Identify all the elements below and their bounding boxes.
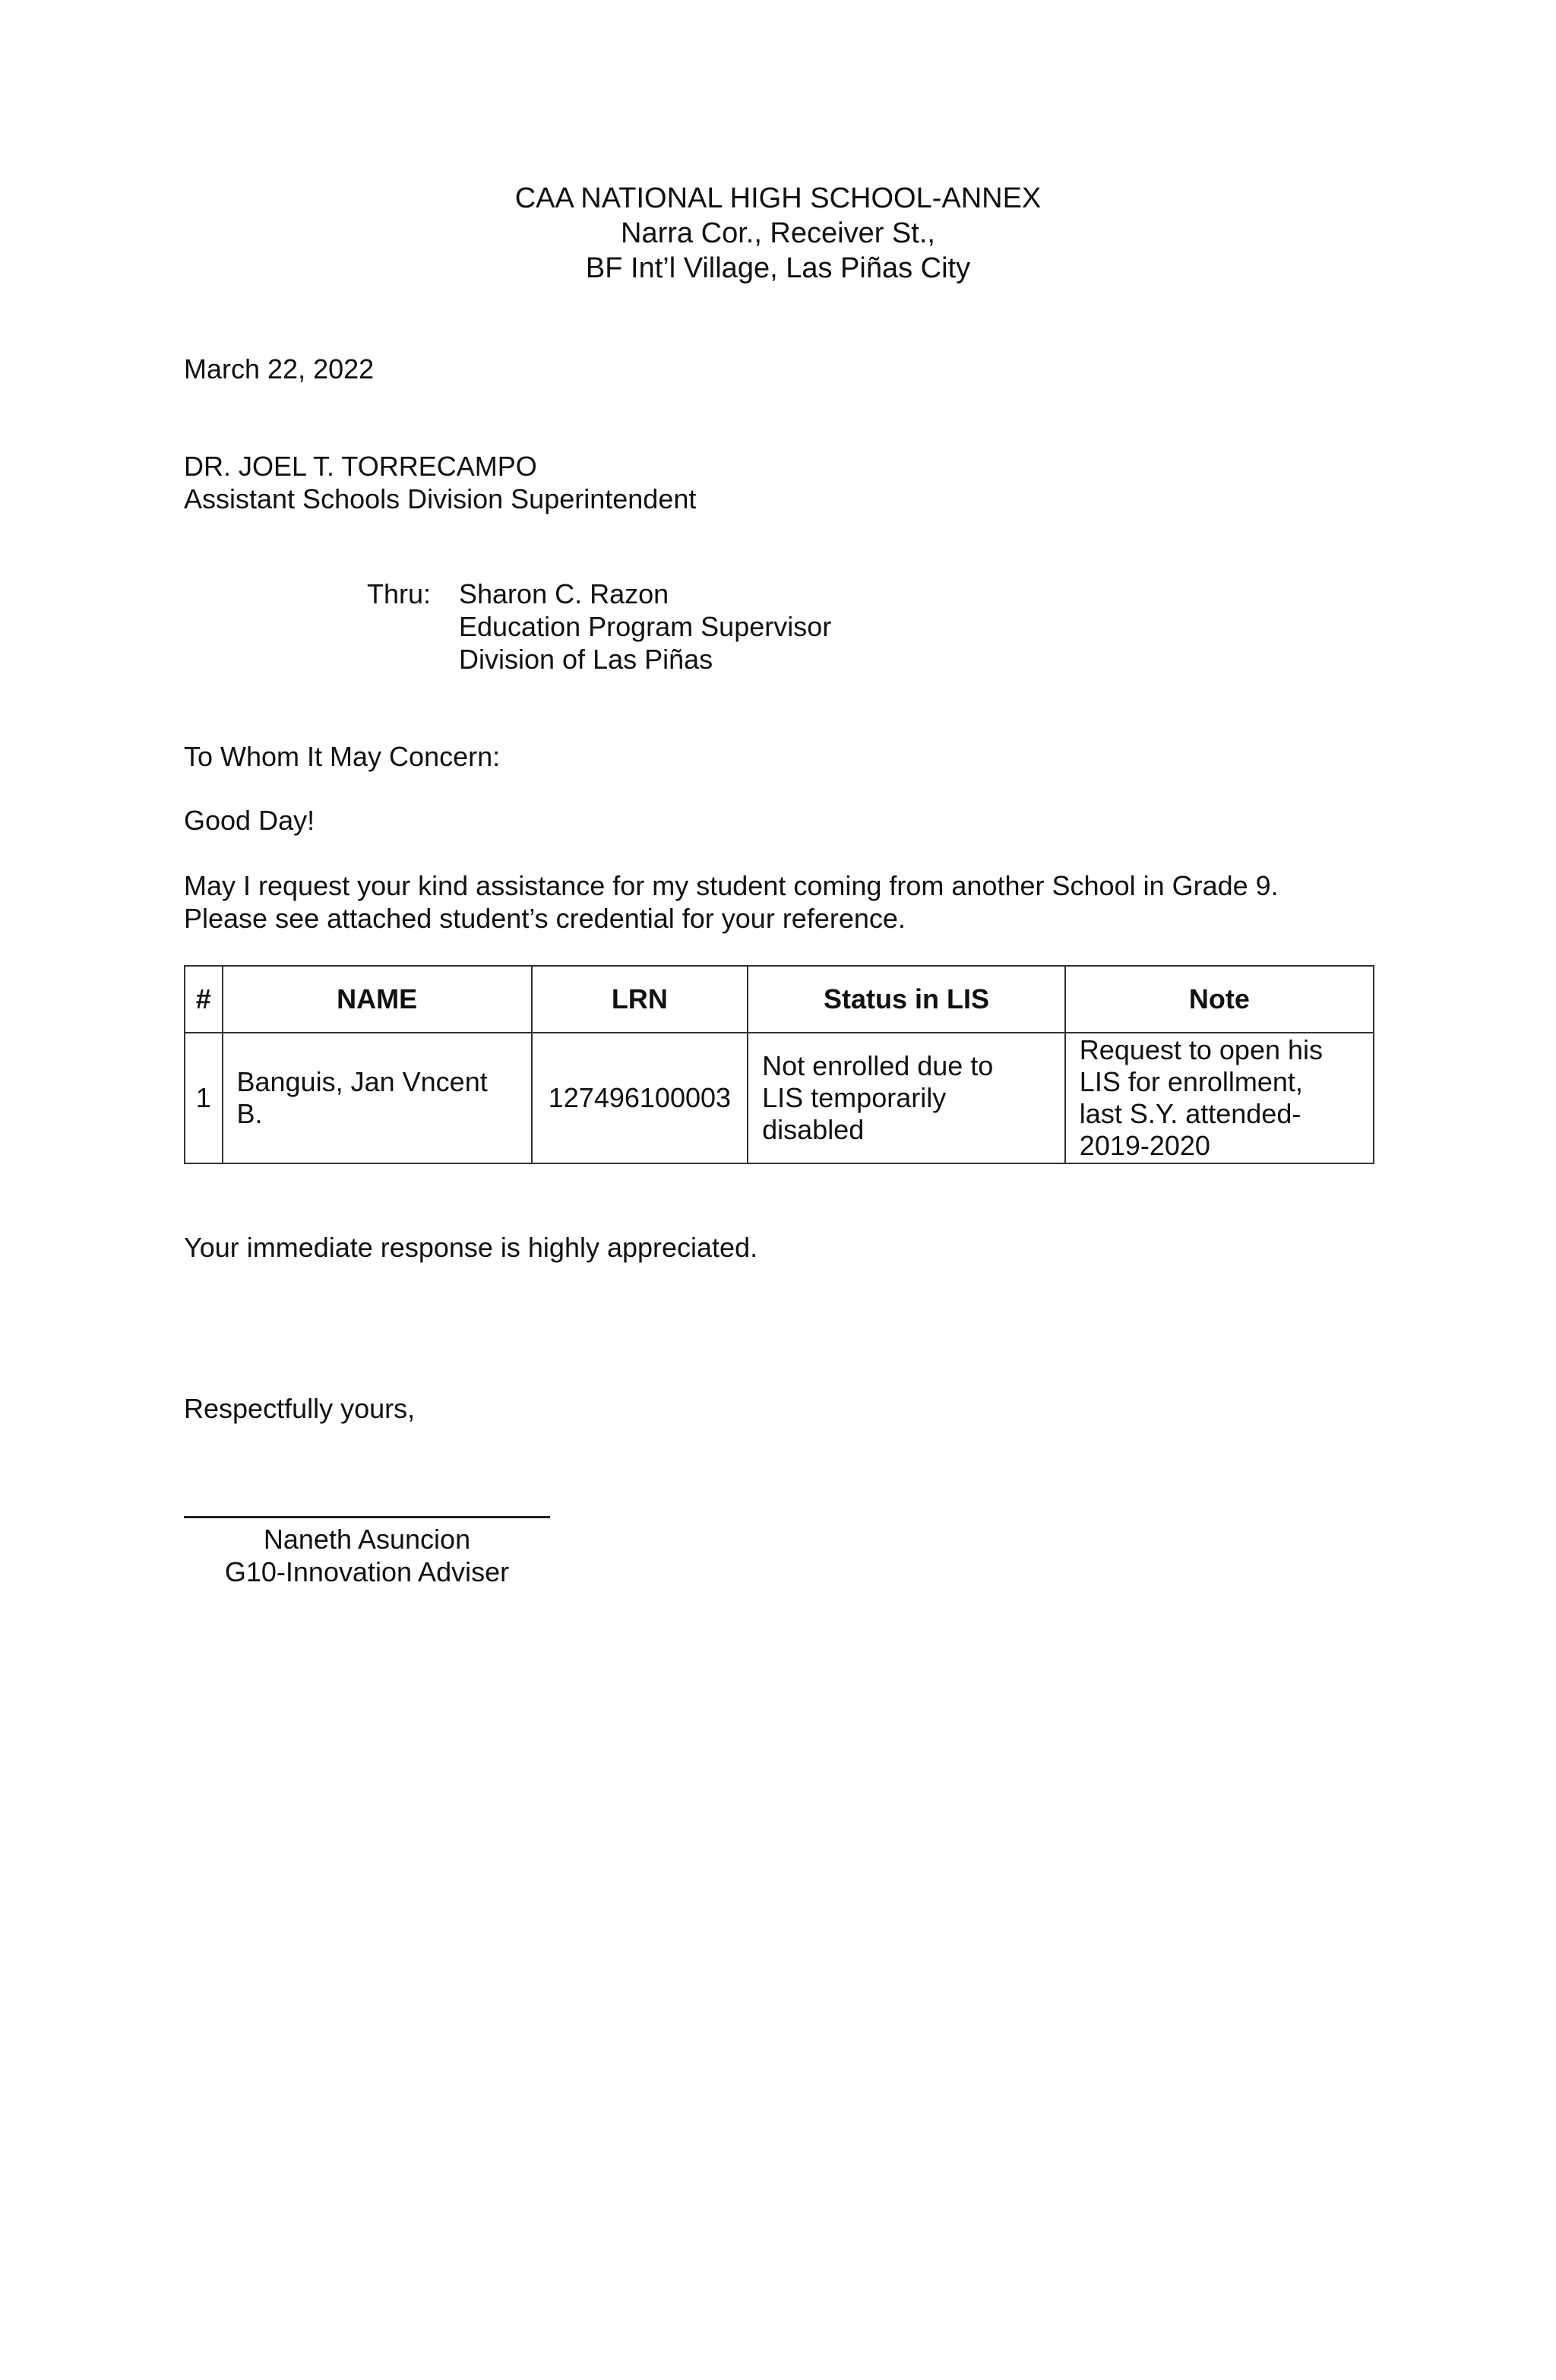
school-address-line1: Narra Cor., Receiver St.,: [621, 217, 935, 249]
table-row: [185, 1033, 1374, 1163]
greeting: Good Day!: [184, 805, 315, 836]
thru-title: Education Program Supervisor: [459, 611, 832, 642]
cell-status: [748, 1033, 1065, 1163]
recipient-block: [184, 450, 696, 515]
salutation: To Whom It May Concern:: [184, 741, 501, 772]
thru-office: Division of Las Piñas: [459, 644, 713, 675]
status-line: Not enrolled due to: [762, 1050, 994, 1081]
letterhead: [0, 181, 1556, 286]
note-line: 2019-2020: [1079, 1130, 1210, 1161]
recipient-name: DR. JOEL T. TORRECAMPO: [184, 451, 537, 482]
recipient-title: Assistant Schools Division Superintendent: [184, 483, 697, 514]
thru-name: Sharon C. Razon: [459, 578, 669, 609]
school-name: CAA NATIONAL HIGH SCHOOL-ANNEX: [514, 182, 1042, 214]
cell-note: [1065, 1033, 1374, 1163]
student-table: [184, 965, 1374, 1164]
closing-text: Your immediate response is highly appreciated.: [184, 1232, 758, 1263]
signatory-title: G10-Innovation Adviser: [224, 1556, 510, 1587]
body-line: May I request your kind assistance for my student coming from another School in Grade 9.: [184, 870, 1279, 901]
signatory-name: Naneth Asuncion: [263, 1524, 471, 1555]
table-header-row: [185, 966, 1374, 1033]
note-line: last S.Y. attended-: [1079, 1098, 1301, 1129]
signature-line: [184, 1516, 550, 1518]
cell-name: Banguis, Jan Vncent B.: [223, 1033, 532, 1163]
column-header-status: Status in LIS: [748, 966, 1065, 1033]
cell-number: 1: [185, 1033, 223, 1163]
note-line: Request to open his: [1079, 1034, 1324, 1065]
letter-date: March 22, 2022: [184, 353, 375, 385]
body-line: Please see attached student’s credential for your reference.: [184, 903, 906, 934]
status-line: LIS temporarily: [762, 1082, 947, 1113]
school-address-line2: BF Int’l Village, Las Piñas City: [585, 252, 971, 284]
thru-label: Thru:: [367, 578, 432, 609]
note-line: LIS for enrollment,: [1079, 1066, 1303, 1097]
column-header-lrn: LRN: [532, 966, 748, 1033]
column-header-number: #: [185, 966, 223, 1033]
signatory-block: [184, 1523, 550, 1588]
column-header-name: NAME: [223, 966, 532, 1033]
thru-block: [459, 578, 831, 676]
cell-lrn: 127496100003: [532, 1033, 748, 1163]
status-line: disabled: [762, 1114, 865, 1145]
column-header-note: Note: [1065, 966, 1374, 1033]
body-paragraph: [184, 869, 1399, 935]
signoff: Respectfully yours,: [184, 1393, 416, 1424]
